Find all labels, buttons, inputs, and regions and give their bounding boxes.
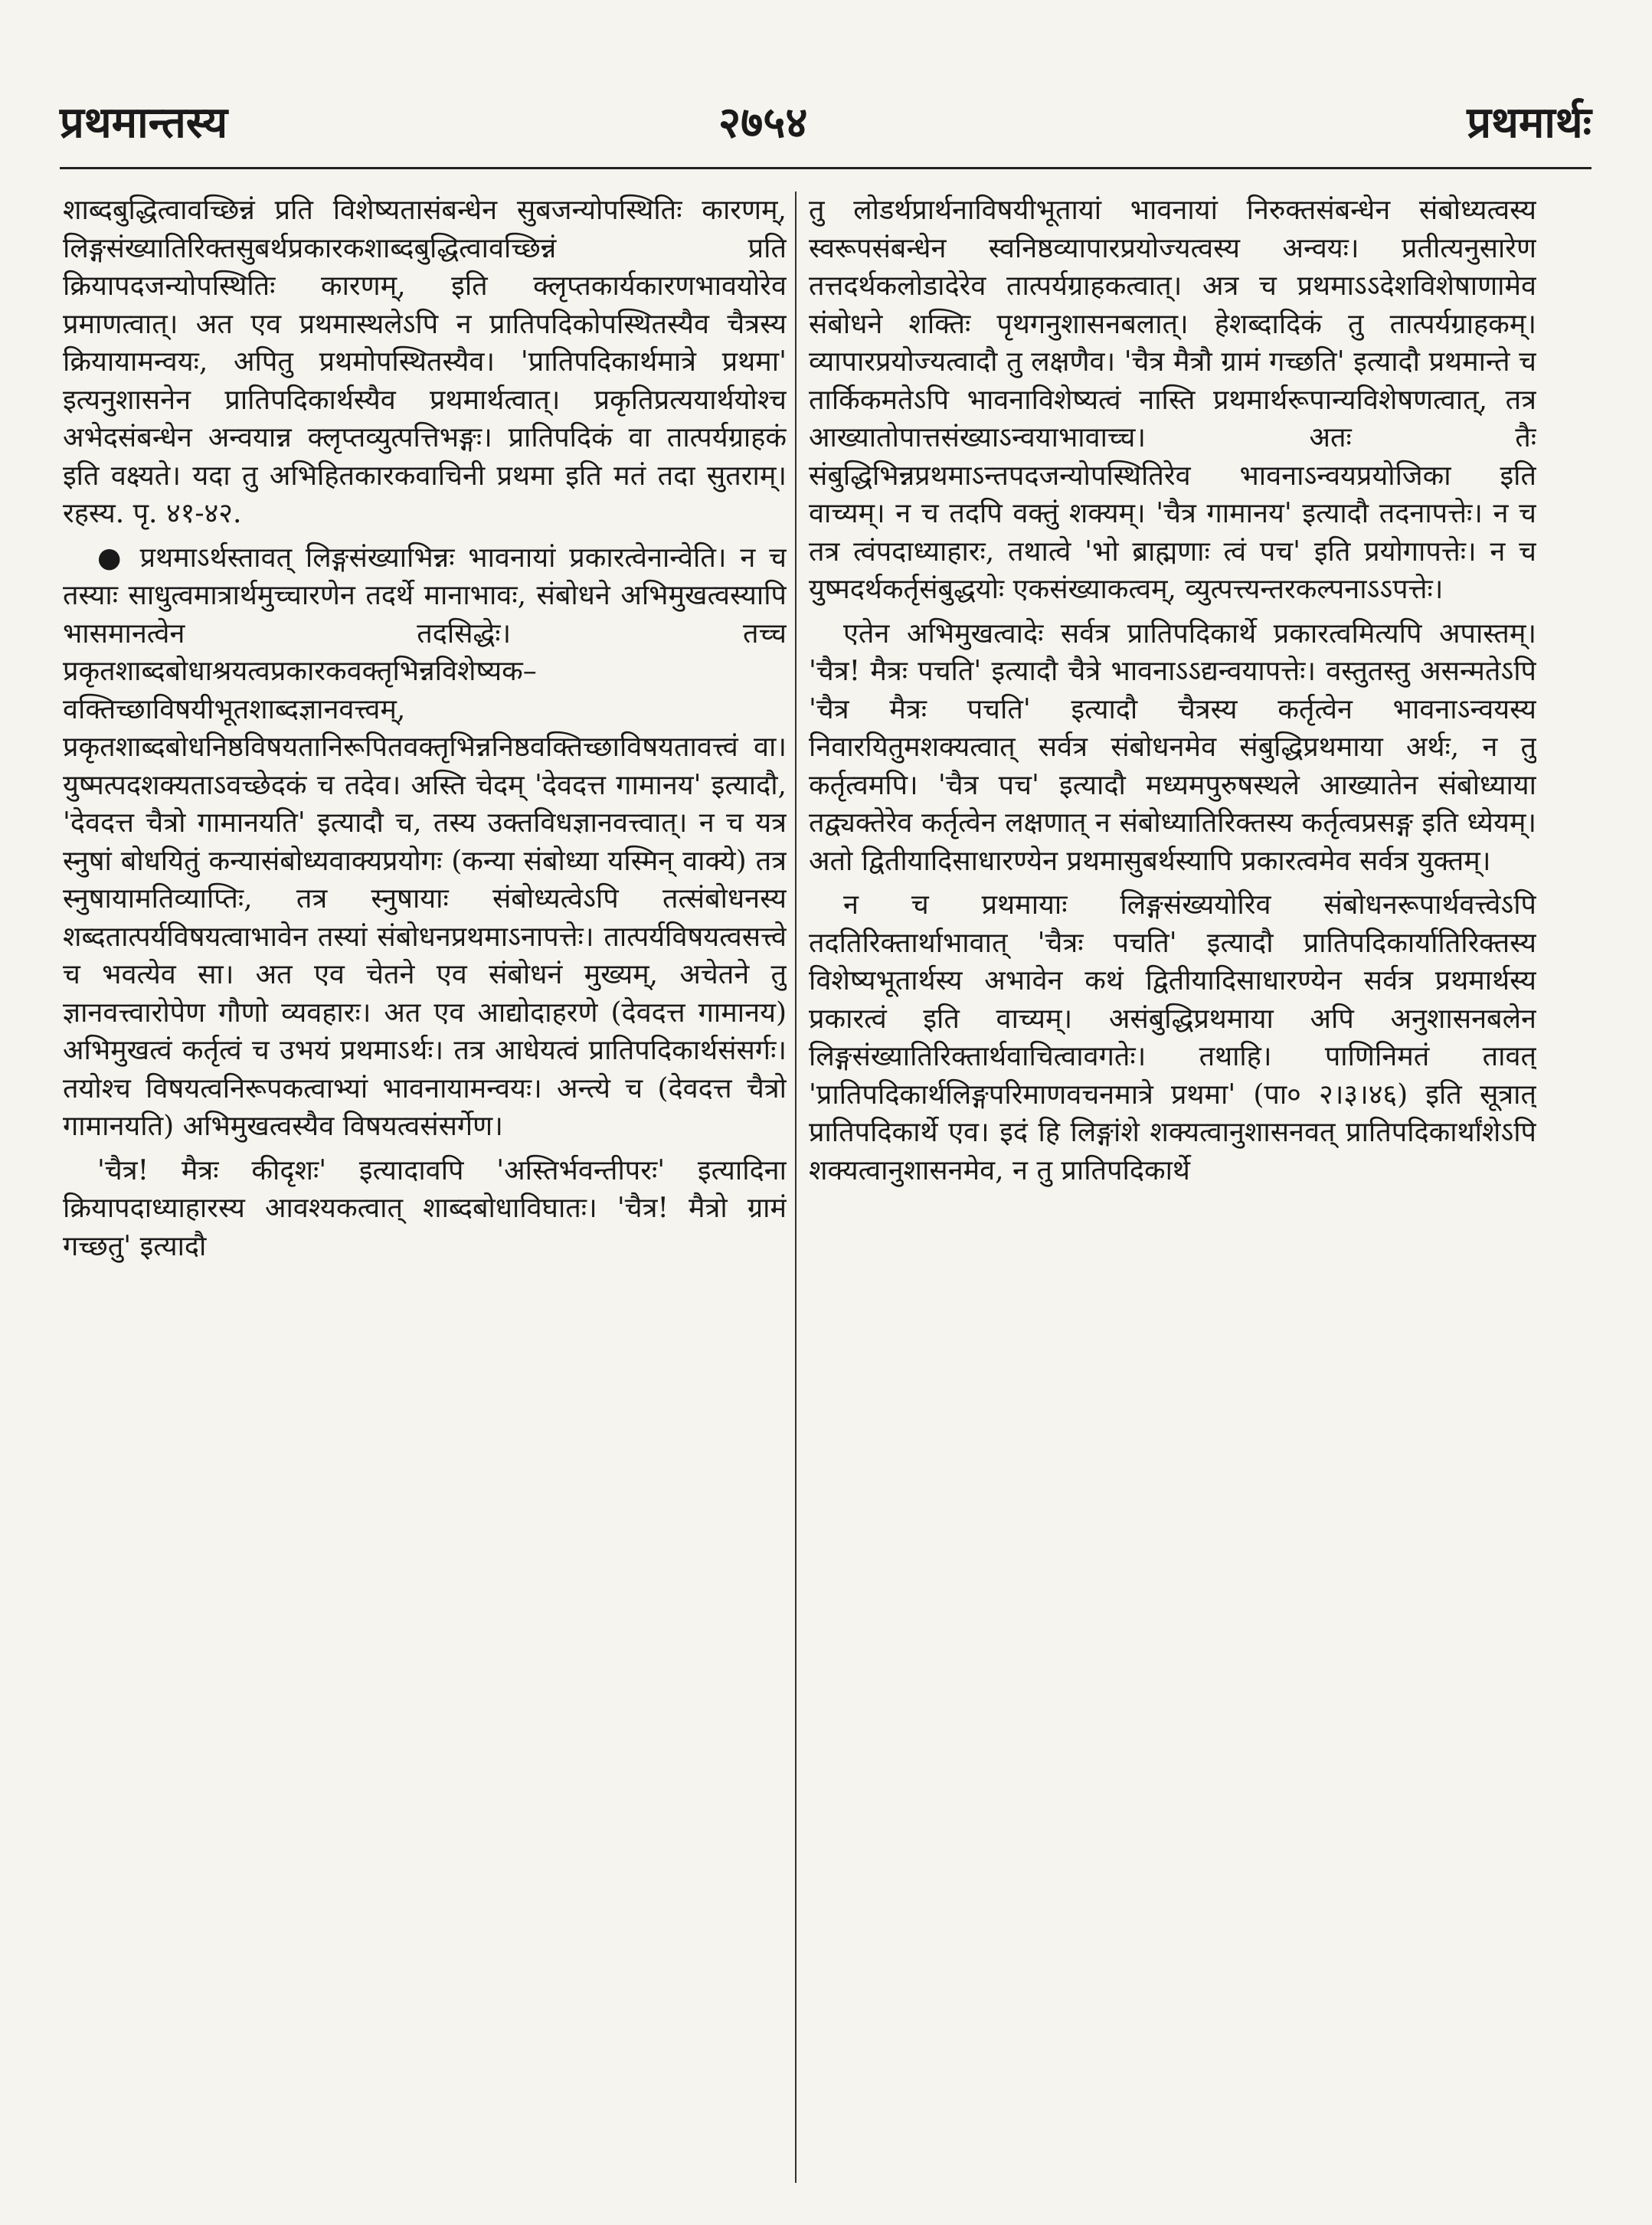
left-paragraph-2: ● प्रथमाऽर्थस्तावत् लिङ्गसंख्याभिन्नः भावनायां प्रकारत्वेनान्वेति। न च तस्याः साधुत्वमात्रार्थमुच्चारणेन तदर्थे मानाभावः, संबोधने अभिमुखत्वस्यापि भासमानत्वेन तदसिद्धेः। तच्च प्रकृतशाब्दबोधाश्रयत्वप्रकारकवक्तृभिन्नविशेष्यक–वक्तिच्छाविषयीभूतशाब्दज्ञानवत्त्वम्, प्रकृतशाब्दबोधनिष्ठविषयतानिरूपितवक्तृभिन्ननिष्ठवक्तिच्छाविषयतावत्त्वं वा। युष्मत्पदशक्यताऽवच्छेदकं च तदेव। अस्ति चेदम् 'देवदत्त गामानय' इत्यादौ, 'देवदत्त चैत्रो गामानयति' इत्यादौ च, तस्य उक्तविधज्ञानवत्त्वात्। न च यत्र स्नुषां बोधयितुं कन्यासंबोध्यवाक्यप्रयोगः (कन्या संबोध्या यस्मिन् वाक्ये) तत्र स्नुषायामतिव्याप्तिः, तत्र स्नुषायाः संबोध्यत्वेऽपि तत्संबोधनस्य शब्दतात्पर्यविषयत्वाभावेन तस्यां संबोधनप्रथमाऽनापत्तेः। तात्पर्यविषयत्वसत्त्वे च भवत्येव सा। अत एव चेतने एव संबोधनं मुख्यम्, अचेतने तु ज्ञानवत्त्वारोपेण गौणो व्यवहारः। अत एव आद्योदाहरणे (देवदत्त गामानय) अभिमुखत्वं कर्तृत्वं च उभयं प्रथमाऽर्थः। तत्र आधेयत्वं प्रातिपदिकार्थसंसर्गः। तयोश्च विषयत्वनिरूपकत्वाभ्यां भावनायामन्वयः। अन्त्ये च (देवदत्त चैत्रो गामानयति) अभिमुखत्वस्यैव विषयत्वसंसर्गेण।	[63, 542, 787, 1142]
right-paragraph-3: न च प्रथमायाः लिङ्गसंख्ययोरिव संबोधनरूपार्थवत्त्वेऽपि तदतिरिक्तार्थाभावात् 'चैत्रः पचति' इत्यादौ प्रातिपदिकार्यातिरिक्तस्य विशेष्यभूतार्थस्य अभावेन कथं द्वितीयादिसाधारण्येन सर्वत्र प्रथमार्थस्य प्रकारत्वं इति वाच्यम्। असंबुद्धिप्रथमाया अपि अनुशासनबलेन लिङ्गसंख्यातिरिक्तार्थवाचित्वावगतेः। तथाहि। पाणिनिमतं तावत् 'प्रातिपदिकार्थलिङ्गपरिमाणवचनमात्रे प्रथमा' (पा० २।३।४६) इति सूत्रात् प्रातिपदिकार्थे एव। इदं हि लिङ्गांशे शक्यत्वानुशासनवत् प्रातिपदिकार्थांशेऽपि शक्यत्वानुशासनमेव, न तु प्रातिपदिकार्थे	[809, 889, 1536, 1186]
page-number: २७५४	[718, 97, 808, 148]
left-paragraph-3: 'चैत्र! मैत्रः कीदृशः' इत्यादावपि 'अस्तिर्भवन्तीपरः' इत्यादिना क्रियापदाध्याहारस्य आवश्यकत्वात् शाब्दबोधाविघातः। 'चैत्र! मैत्रो ग्रामं गच्छतु' इत्यादौ	[63, 1154, 787, 1262]
right-column	[809, 191, 1536, 2198]
right-paragraph-1: तु लोडर्थप्रार्थनाविषयीभूतायां भावनायां निरुक्तसंबन्धेन संबोध्यत्वस्य स्वरूपसंबन्धेन स्वनिष्ठव्यापारप्रयोज्यत्वस्य अन्वयः। प्रतीत्यनुसारेण तत्तदर्थकलोडादेरेव तात्पर्यग्राहकत्वात्। अत्र च प्रथमाऽऽदेशविशेषाणामेव संबोधने शक्तिः पृथगनुशासनबलात्। हेशब्दादिकं तु तात्पर्यग्राहकम्। व्यापारप्रयोज्यत्वादौ तु लक्षणैव। 'चैत्र मैत्रौ ग्रामं गच्छति' इत्यादौ प्रथमान्ते च तार्किकमतेऽपि भावनाविशेष्यत्वं नास्ति प्रथमार्थरूपान्यविशेषणत्वात्, तत्र आख्यातोपात्तसंख्याऽन्वयाभावाच्च। अतः तैः संबुद्धिभिन्नप्रथमाऽन्तपदजन्योपस्थितिरेव भावनाऽन्वयप्रयोजिका इति वाच्यम्। न च तदपि वक्तुं शक्यम्। 'चैत्र गामानय' इत्यादौ तदनापत्तेः। न च तत्र त्वंपदाध्याहारः, तथात्वे 'भो ब्राह्मणाः त्वं पच' इति प्रयोगापत्तेः। न च युष्मदर्थकर्तृसंबुद्धयोः एकसंख्याकत्वम्, व्युत्पत्त्यन्तरकल्पनाऽऽपत्तेः।	[809, 195, 1536, 605]
running-head-left: प्रथमान्तस्य	[60, 97, 228, 148]
header-rule	[60, 167, 1591, 169]
column-divider	[795, 191, 797, 2183]
left-paragraph-1: शाब्दबुद्धित्वावच्छिन्नं प्रति विशेष्यतासंबन्धेन सुबजन्योपस्थितिः कारणम्, लिङ्गसंख्यातिरिक्तसुबर्थप्रकारकशाब्दबुद्धित्वावच्छिन्नं प्रति क्रियापदजन्योपस्थितिः कारणम्, इति क्लृप्तकार्यकारणभावयोरेव प्रमाणत्वात्। अत एव प्रथमास्थलेऽपि न प्रातिपदिकोपस्थितस्यैव चैत्रस्य क्रियायामन्वयः, अपितु प्रथमोपस्थितस्यैव। 'प्रातिपदिकार्थमात्रे प्रथमा' इत्यनुशासनेन प्रातिपदिकार्थस्यैव प्रथमार्थत्वात्। प्रकृतिप्रत्ययार्थयोश्च अभेदसंबन्धेन अन्वयान्न क्लृप्तव्युत्पत्तिभङ्गः। प्रातिपदिकं वा तात्पर्यग्राहकं इति वक्ष्यते। यदा तु अभिहितकारकवाचिनी प्रथमा इति मतं तदा सुतराम्। रहस्य. पृ. ४१-४२.	[63, 195, 787, 529]
right-paragraph-2: एतेन अभिमुखत्वादेः सर्वत्र प्रातिपदिकार्थे प्रकारत्वमित्यपि अपास्तम्। 'चैत्र! मैत्रः पचति' इत्यादौ चैत्रे भावनाऽऽद्यन्वयापत्तेः। वस्तुतस्तु असन्मतेऽपि 'चैत्र मैत्रः पचति' इत्यादौ चैत्रस्य कर्तृत्वेन भावनाऽन्वयस्य निवारयितुमशक्यत्वात् सर्वत्र संबोधनमेव संबुद्धिप्रथमाया अर्थः, न तु कर्तृत्वमपि। 'चैत्र पच' इत्यादौ मध्यमपुरुषस्थले आख्यातेन संबोध्याया तद्व्यक्तेरेव कर्तृत्वेन लक्षणात् न संबोध्यातिरिक्तस्य कर्तृत्वप्रसङ्ग इति ध्येयम्। अतो द्वितीयादिसाधारण्येन प्रथमासुबर्थस्यापि प्रकारत्वमेव सर्वत्र युक्तम्।	[809, 617, 1536, 877]
page-header	[60, 92, 1591, 161]
left-column	[63, 191, 787, 2198]
running-head-right: प्रथमार्थः	[1467, 97, 1591, 148]
